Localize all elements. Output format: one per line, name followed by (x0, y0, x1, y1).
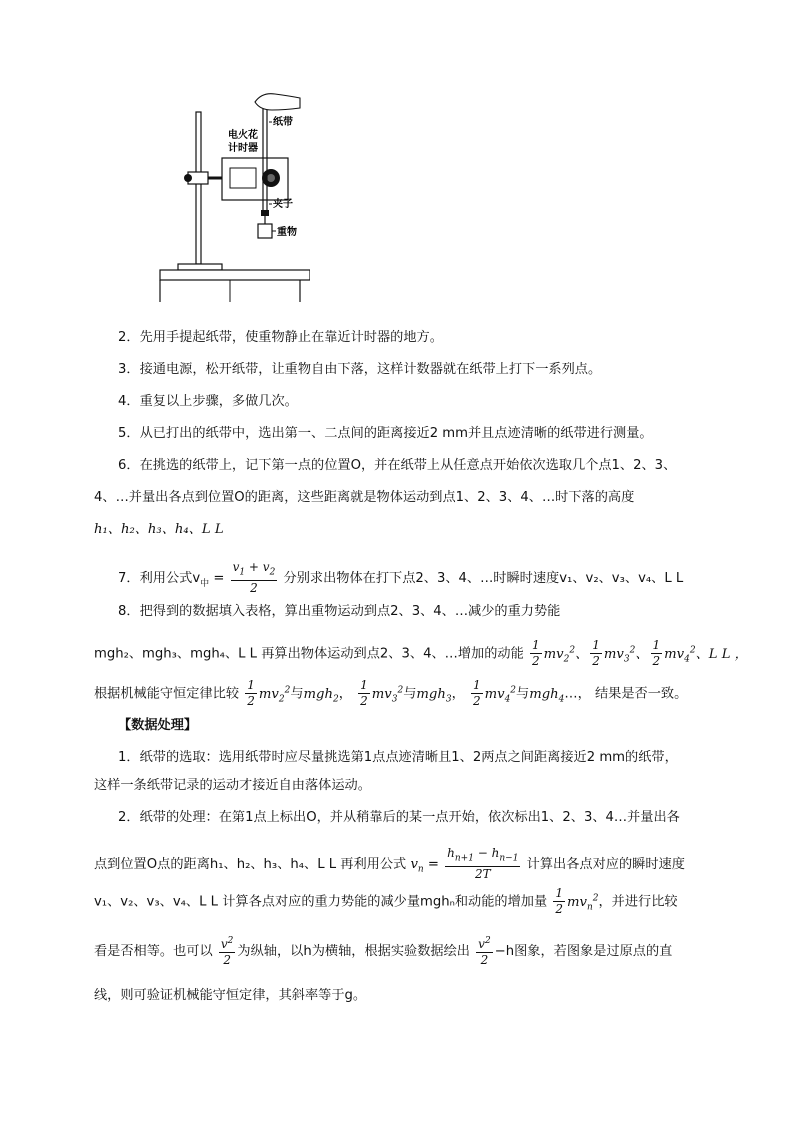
step-4: 4．重复以上步骤，多做几次。 (118, 394, 298, 409)
processing-2-line-3: v₁、v₂、v₃、v₄、L L 计算各点对应的重力势能的减少量mghₙ和动能的增加量 $\frac{1}{2}$ $mv_n^2$，并进行比较 (94, 886, 678, 916)
step-8-line-3: 根据机械能守恒定律比较 $\frac{1}{2}$ $mv_2^2$与mgh$_2$， $\frac{1}{2}$ $mv_3^2$与mgh$_3$， $\frac{1}{2}$ $mv_4^2$与mgh$_4$…， 结果是否一致。 (94, 678, 688, 708)
processing-2-line-2: 点到位置O点的距离h₁、h₂、h₃、h₄、L L 再利用公式 $v_n$ = $\frac{h_{n+1} - h_{n-1}}{2T}$ 计算出各点对应的瞬时速度 (94, 846, 685, 882)
processing-2-line-5: 线，则可验证机械能守恒定律，其斜率等于g。 (94, 988, 367, 1003)
processing-2-also: 看是否相等。也可以 (94, 944, 213, 959)
step-6-line-3: h₁、h₂、h₃、h₄、L L (94, 522, 224, 537)
step-7-suffix: 分别求出物体在打下点2、3、4、…时瞬时速度v₁、v₂、v₃、v₄、L L (283, 571, 684, 587)
step-8-text: mgh₂、mgh₃、mgh₄、L L 再算出物体运动到点2、3、4、…增加的动能 (94, 646, 524, 662)
processing-2-calc: 计算出各点对应的瞬时速度 (526, 857, 685, 873)
processing-2-energy: v₁、v₂、v₃、v₄、L L 计算各点对应的重力势能的减少量mghₙ和动能的增加量 (94, 894, 548, 910)
label-clip: 夹子 (273, 199, 293, 210)
step-8-result: 结果是否一致。 (594, 686, 688, 702)
processing-2-graph: −h图象，若图象是过原点的直 (494, 944, 673, 959)
step-8-line-1: 8．把得到的数据填入表格，算出重物运动到点2、3、4、…减少的重力势能 (118, 604, 561, 619)
step-8-line-2: mgh₂、mgh₃、mgh₄、L L 再算出物体运动到点2、3、4、…增加的动能 $\frac{1}{2}$ $mv_2^2$、 $\frac{1}{2}$ $mv_3^2$、 $\frac{1}{2}$ $mv_4^2$、L L ， (94, 638, 748, 668)
apparatus-figure (150, 92, 310, 302)
instant-velocity-formula: $\frac{h_{n+1} - h_{n-1}}{2T}$ (447, 846, 519, 882)
step-5: 5．从已打出的纸带中，选出第一、二点间的距离接近2 mm并且点迹清晰的纸带进行测量。 (118, 426, 653, 441)
step-3: 3．接通电源，松开纸带，让重物自由下落，这样计数器就在纸带上打下一系列点。 (118, 362, 602, 377)
processing-2-line-4: 看是否相等。也可以 $\frac{v^2}{2}$ 为纵轴，以h为横轴，根据实验数据绘出 $\frac{v^2}{2}$ −h图象，若图象是过原点的直 (94, 936, 673, 967)
processing-2-line-1: 2．纸带的处理：在第1点上标出O，并从稍靠后的某一点开始，依次标出1、2、3、4…并量出各 (118, 810, 680, 825)
processing-2-axes: 为纵轴，以h为横轴，根据实验数据绘出 (237, 944, 470, 959)
step-8-compare: 根据机械能守恒定律比较 (94, 686, 240, 702)
label-tape: 纸带 (273, 117, 293, 128)
processing-1-line-2: 这样一条纸带记录的运动才接近自由落体运动。 (94, 778, 371, 793)
section-title: 【数据处理】 (118, 718, 198, 733)
processing-2-distances: 点到位置O点的距离h₁、h₂、h₃、h₄、L L 再利用公式 (94, 857, 407, 873)
mid-velocity-formula: $\frac{v_1 + v_2}{2}$ (232, 560, 276, 596)
step-6-line-2: 4、…并量出各点到位置O的距离，这些距离就是物体运动到点1、2、3、4、…时下落的高度 (94, 490, 635, 505)
step-6-line-1: 6．在挑选的纸带上，记下第一点的位置O，并在纸带上从任意点开始依次选取几个点1、2、3、 (118, 458, 677, 473)
processing-1-line-1: 1．纸带的选取：选用纸带时应尽量挑选第1点点迹清晰且1、2两点之间距离接近2 mm的纸带， (118, 750, 678, 765)
label-weight: 重物 (277, 227, 297, 238)
label-timer-1: 电火花 (228, 130, 258, 141)
processing-2-compare: ，并进行比较 (598, 894, 678, 910)
step-7: 7．利用公式$v_中$ = $\frac{v_1 + v_2}{2}$ 分别求出物体在打下点2、3、4、…时瞬时速度v₁、v₂、v₃、v₄、L L (118, 560, 684, 596)
step-2: 2．先用手提起纸带，使重物静止在靠近计时器的地方。 (118, 330, 443, 345)
step-7-prefix: 7．利用公式v (118, 571, 201, 587)
label-timer-2: 计时器 (228, 143, 258, 154)
